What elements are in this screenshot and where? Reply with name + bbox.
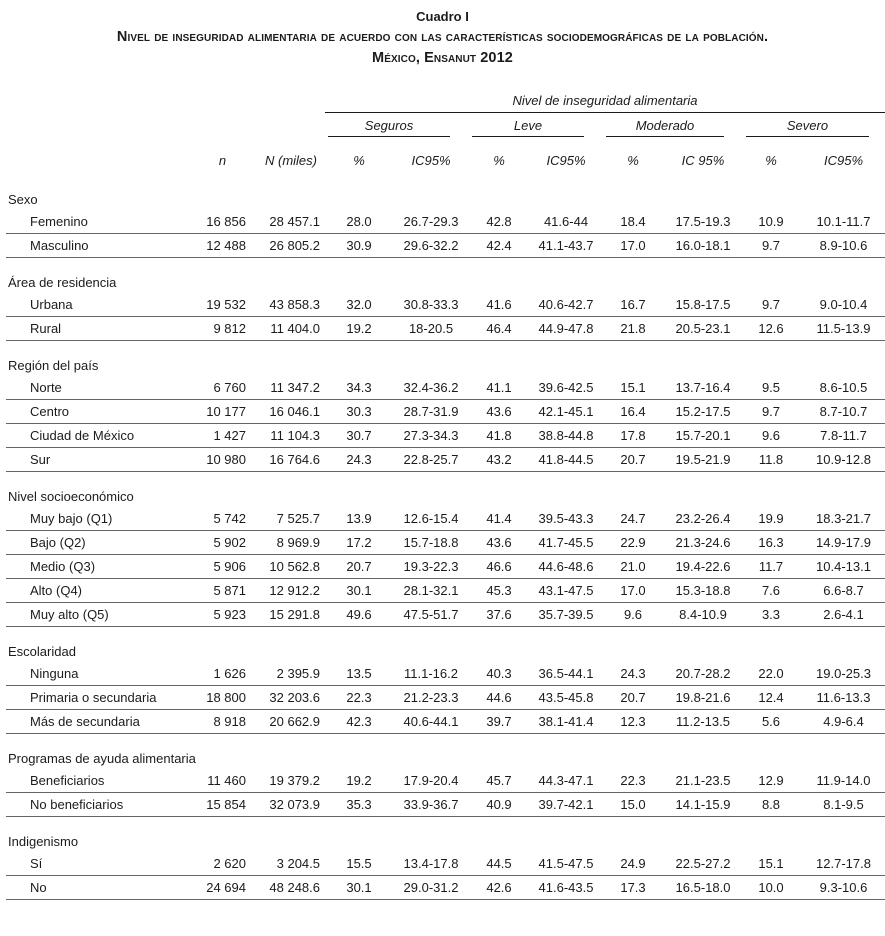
data-cell: 42.6: [466, 876, 532, 900]
row-label: Alto (Q4): [6, 579, 185, 603]
data-cell: 7 525.7: [248, 507, 322, 531]
data-cell: 19 379.2: [248, 769, 322, 793]
data-cell: 5 923: [185, 603, 248, 627]
data-cell: 28.0: [322, 210, 396, 234]
data-cell: 20.5-23.1: [666, 317, 740, 341]
data-cell: 14.9-17.9: [802, 531, 885, 555]
data-cell: 41.1: [466, 376, 532, 400]
data-cell: 9.7: [740, 234, 802, 258]
data-cell: 5 902: [185, 531, 248, 555]
table-row: [6, 579, 885, 603]
data-cell: 27.3-34.3: [396, 424, 466, 448]
group-header-leve: [466, 113, 600, 137]
data-cell: 21.3-24.6: [666, 531, 740, 555]
table-row: [6, 686, 885, 710]
data-cell: 10 562.8: [248, 555, 322, 579]
data-cell: 13.9: [322, 507, 396, 531]
section-label: Escolaridad: [8, 644, 76, 659]
data-cell: 23.2-26.4: [666, 507, 740, 531]
group-header-moderado: [600, 113, 740, 137]
section-label: Sexo: [8, 192, 38, 207]
table-row: [6, 603, 885, 627]
data-cell: 19.2: [322, 317, 396, 341]
data-cell: 38.8-44.8: [532, 424, 600, 448]
data-cell: 6 760: [185, 376, 248, 400]
data-cell: 16 764.6: [248, 448, 322, 472]
table-row: [6, 531, 885, 555]
data-cell: 20.7: [600, 686, 666, 710]
data-cell: 11.7: [740, 555, 802, 579]
data-table: [6, 93, 885, 900]
data-cell: 43.5-45.8: [532, 686, 600, 710]
data-cell: 39.7: [466, 710, 532, 734]
table-body: [6, 175, 885, 900]
data-cell: 26 805.2: [248, 234, 322, 258]
data-cell: 32.4-36.2: [396, 376, 466, 400]
data-cell: 9.3-10.6: [802, 876, 885, 900]
group-label: Seguros: [328, 113, 450, 137]
data-cell: 17.5-19.3: [666, 210, 740, 234]
data-cell: 44.6: [466, 686, 532, 710]
data-cell: 8 969.9: [248, 531, 322, 555]
row-label: Rural: [6, 317, 185, 341]
data-cell: 46.6: [466, 555, 532, 579]
data-cell: 7.8-11.7: [802, 424, 885, 448]
data-cell: 15.7-18.8: [396, 531, 466, 555]
data-cell: 15.1: [740, 852, 802, 876]
data-cell: 9.6: [740, 424, 802, 448]
column-header-row: [6, 137, 885, 175]
col-header-pct-moderado: %: [627, 153, 639, 168]
data-cell: 15.7-20.1: [666, 424, 740, 448]
data-cell: 11 347.2: [248, 376, 322, 400]
row-label: Primaria o secundaria: [6, 686, 185, 710]
data-cell: 3.3: [740, 603, 802, 627]
spanner-row: [6, 93, 885, 113]
data-cell: 11 104.3: [248, 424, 322, 448]
data-cell: 13.4-17.8: [396, 852, 466, 876]
data-cell: 19.3-22.3: [396, 555, 466, 579]
data-cell: 36.5-44.1: [532, 662, 600, 686]
data-cell: 1 427: [185, 424, 248, 448]
data-cell: 19.4-22.6: [666, 555, 740, 579]
section-label: Nivel socioeconómico: [8, 489, 134, 504]
data-cell: 30.8-33.3: [396, 293, 466, 317]
data-cell: 47.5-51.7: [396, 603, 466, 627]
data-cell: 39.7-42.1: [532, 793, 600, 817]
header-spacer: [6, 137, 185, 175]
data-cell: 40.6-44.1: [396, 710, 466, 734]
data-cell: 11 460: [185, 769, 248, 793]
data-cell: 24.9: [600, 852, 666, 876]
row-label: Norte: [6, 376, 185, 400]
data-cell: 9.7: [740, 293, 802, 317]
section-label: Indigenismo: [8, 834, 79, 849]
data-cell: 44.5: [466, 852, 532, 876]
data-cell: 6.6-8.7: [802, 579, 885, 603]
data-cell: 41.5-47.5: [532, 852, 600, 876]
data-cell: 8.1-9.5: [802, 793, 885, 817]
table-row: [6, 400, 885, 424]
data-cell: 22.3: [322, 686, 396, 710]
header-spacer: [6, 93, 322, 113]
data-cell: 18 800: [185, 686, 248, 710]
data-cell: 8.9-10.6: [802, 234, 885, 258]
data-cell: 2 620: [185, 852, 248, 876]
table-row: [6, 555, 885, 579]
data-cell: 16 856: [185, 210, 248, 234]
data-cell: 28 457.1: [248, 210, 322, 234]
data-cell: 16.7: [600, 293, 666, 317]
data-cell: 46.4: [466, 317, 532, 341]
group-header-severo: [740, 113, 885, 137]
row-label: Ciudad de México: [6, 424, 185, 448]
row-label: Ninguna: [6, 662, 185, 686]
data-cell: 15.2-17.5: [666, 400, 740, 424]
data-cell: 35.3: [322, 793, 396, 817]
table-row: [6, 234, 885, 258]
data-cell: 22.0: [740, 662, 802, 686]
col-header-pct-leve: %: [493, 153, 505, 168]
group-header-seguros: [322, 113, 466, 137]
row-label: Muy bajo (Q1): [6, 507, 185, 531]
section-row: [6, 817, 885, 853]
data-cell: 37.6: [466, 603, 532, 627]
data-cell: 41.7-45.5: [532, 531, 600, 555]
section-row: [6, 341, 885, 377]
table-title: Nivel de inseguridad alimentaria de acuerdo con las características sociodemográficas de la población.: [116, 29, 769, 45]
data-cell: 24.3: [322, 448, 396, 472]
data-cell: 1 626: [185, 662, 248, 686]
group-label: Severo: [746, 113, 869, 137]
data-cell: 21.2-23.3: [396, 686, 466, 710]
table-row: [6, 710, 885, 734]
table-header: [6, 93, 885, 175]
data-cell: 41.6: [466, 293, 532, 317]
data-cell: 12.9: [740, 769, 802, 793]
section-label: Área de residencia: [8, 275, 117, 290]
data-cell: 41.8-44.5: [532, 448, 600, 472]
data-cell: 19.8-21.6: [666, 686, 740, 710]
data-cell: 13.5: [322, 662, 396, 686]
data-cell: 7.6: [740, 579, 802, 603]
section-row: [6, 175, 885, 210]
data-cell: 15.0: [600, 793, 666, 817]
data-cell: 10.9: [740, 210, 802, 234]
data-cell: 4.9-6.4: [802, 710, 885, 734]
data-cell: 20.7: [322, 555, 396, 579]
data-cell: 19.9: [740, 507, 802, 531]
col-header-ic-moderado: IC 95%: [681, 153, 725, 168]
col-header-pct-seguros: %: [353, 153, 365, 168]
data-cell: 17.0: [600, 234, 666, 258]
row-label: Urbana: [6, 293, 185, 317]
group-label: Moderado: [606, 113, 724, 137]
data-cell: 10 177: [185, 400, 248, 424]
data-cell: 12.6: [740, 317, 802, 341]
data-cell: 34.3: [322, 376, 396, 400]
data-cell: 41.6-43.5: [532, 876, 600, 900]
group-header-row: [6, 113, 885, 137]
data-cell: 9 812: [185, 317, 248, 341]
header-spacer: [6, 113, 322, 137]
data-cell: 17.8: [600, 424, 666, 448]
data-cell: 10.4-13.1: [802, 555, 885, 579]
data-cell: 49.6: [322, 603, 396, 627]
data-cell: 8.7-10.7: [802, 400, 885, 424]
spanner-header: [322, 93, 885, 113]
data-cell: 17.9-20.4: [396, 769, 466, 793]
data-cell: 43 858.3: [248, 293, 322, 317]
data-cell: 9.6: [600, 603, 666, 627]
data-cell: 17.2: [322, 531, 396, 555]
data-cell: 9.0-10.4: [802, 293, 885, 317]
data-cell: 32 203.6: [248, 686, 322, 710]
col-header-n: n: [218, 153, 227, 168]
data-cell: 22.8-25.7: [396, 448, 466, 472]
data-cell: 42.4: [466, 234, 532, 258]
row-label: Femenino: [6, 210, 185, 234]
row-label: No beneficiarios: [6, 793, 185, 817]
data-cell: 41.4: [466, 507, 532, 531]
data-cell: 11 404.0: [248, 317, 322, 341]
data-cell: 12 912.2: [248, 579, 322, 603]
data-cell: 17.3: [600, 876, 666, 900]
data-cell: 26.7-29.3: [396, 210, 466, 234]
col-header-n-miles: N (miles): [265, 153, 317, 168]
table-row: [6, 317, 885, 341]
data-cell: 12.6-15.4: [396, 507, 466, 531]
table-subtitle: México, Ensanut 2012: [372, 50, 513, 66]
table-row: [6, 852, 885, 876]
data-cell: 15 854: [185, 793, 248, 817]
data-cell: 14.1-15.9: [666, 793, 740, 817]
table-row: [6, 507, 885, 531]
data-cell: 5 742: [185, 507, 248, 531]
data-cell: 5.6: [740, 710, 802, 734]
data-cell: 21.1-23.5: [666, 769, 740, 793]
data-cell: 42.8: [466, 210, 532, 234]
data-cell: 5 871: [185, 579, 248, 603]
data-cell: 9.5: [740, 376, 802, 400]
data-cell: 12.7-17.8: [802, 852, 885, 876]
data-cell: 38.1-41.4: [532, 710, 600, 734]
table-row: [6, 662, 885, 686]
data-cell: 32.0: [322, 293, 396, 317]
table-caption: [0, 0, 885, 69]
data-cell: 40.6-42.7: [532, 293, 600, 317]
col-header-pct-severo: %: [765, 153, 777, 168]
data-cell: 19.2: [322, 769, 396, 793]
data-cell: 28.7-31.9: [396, 400, 466, 424]
table-row: [6, 293, 885, 317]
table-row: [6, 876, 885, 900]
spanner-label: Nivel de inseguridad alimentaria: [325, 93, 885, 113]
data-cell: 12.4: [740, 686, 802, 710]
data-cell: 19 532: [185, 293, 248, 317]
section-label: Programas de ayuda alimentaria: [8, 751, 196, 766]
data-cell: 24.7: [600, 507, 666, 531]
data-cell: 29.6-32.2: [396, 234, 466, 258]
data-cell: 16.4: [600, 400, 666, 424]
data-cell: 8.4-10.9: [666, 603, 740, 627]
data-cell: 2 395.9: [248, 662, 322, 686]
data-cell: 5 906: [185, 555, 248, 579]
data-cell: 11.9-14.0: [802, 769, 885, 793]
data-cell: 11.1-16.2: [396, 662, 466, 686]
data-cell: 29.0-31.2: [396, 876, 466, 900]
data-cell: 20.7: [600, 448, 666, 472]
data-cell: 30.1: [322, 579, 396, 603]
data-cell: 2.6-4.1: [802, 603, 885, 627]
data-cell: 43.6: [466, 531, 532, 555]
data-cell: 42.1-45.1: [532, 400, 600, 424]
data-cell: 39.5-43.3: [532, 507, 600, 531]
data-cell: 17.0: [600, 579, 666, 603]
data-cell: 15.8-17.5: [666, 293, 740, 317]
data-cell: 15.5: [322, 852, 396, 876]
data-cell: 41.1-43.7: [532, 234, 600, 258]
data-cell: 18.3-21.7: [802, 507, 885, 531]
col-header-ic-severo: IC95%: [823, 153, 864, 168]
table-row: [6, 448, 885, 472]
table-row: [6, 793, 885, 817]
data-cell: 18.4: [600, 210, 666, 234]
row-label: Centro: [6, 400, 185, 424]
data-cell: 30.9: [322, 234, 396, 258]
data-cell: 22.5-27.2: [666, 852, 740, 876]
data-cell: 10.1-11.7: [802, 210, 885, 234]
data-cell: 20.7-28.2: [666, 662, 740, 686]
data-cell: 16.0-18.1: [666, 234, 740, 258]
data-cell: 11.8: [740, 448, 802, 472]
data-cell: 48 248.6: [248, 876, 322, 900]
data-cell: 45.7: [466, 769, 532, 793]
data-cell: 44.9-47.8: [532, 317, 600, 341]
data-cell: 30.7: [322, 424, 396, 448]
data-cell: 28.1-32.1: [396, 579, 466, 603]
col-header-ic-leve: IC95%: [546, 153, 586, 168]
row-label: Medio (Q3): [6, 555, 185, 579]
data-cell: 16.3: [740, 531, 802, 555]
data-cell: 8.6-10.5: [802, 376, 885, 400]
row-label: Muy alto (Q5): [6, 603, 185, 627]
data-cell: 24.3: [600, 662, 666, 686]
data-cell: 9.7: [740, 400, 802, 424]
data-cell: 41.8: [466, 424, 532, 448]
data-cell: 18-20.5: [396, 317, 466, 341]
data-cell: 11.5-13.9: [802, 317, 885, 341]
row-label: Sí: [6, 852, 185, 876]
data-cell: 41.6-44: [532, 210, 600, 234]
row-label: Beneficiarios: [6, 769, 185, 793]
data-cell: 33.9-36.7: [396, 793, 466, 817]
data-cell: 30.3: [322, 400, 396, 424]
data-cell: 12 488: [185, 234, 248, 258]
data-cell: 10 980: [185, 448, 248, 472]
data-cell: 22.3: [600, 769, 666, 793]
data-cell: 10.9-12.8: [802, 448, 885, 472]
row-label: Masculino: [6, 234, 185, 258]
data-cell: 3 204.5: [248, 852, 322, 876]
row-label: Sur: [6, 448, 185, 472]
data-cell: 40.9: [466, 793, 532, 817]
row-label: Bajo (Q2): [6, 531, 185, 555]
data-cell: 19.0-25.3: [802, 662, 885, 686]
data-cell: 12.3: [600, 710, 666, 734]
data-cell: 11.2-13.5: [666, 710, 740, 734]
data-cell: 44.3-47.1: [532, 769, 600, 793]
section-row: [6, 258, 885, 294]
section-row: [6, 627, 885, 663]
row-label: Más de secundaria: [6, 710, 185, 734]
data-cell: 43.2: [466, 448, 532, 472]
group-label: Leve: [472, 113, 584, 137]
table-row: [6, 769, 885, 793]
data-cell: 35.7-39.5: [532, 603, 600, 627]
data-cell: 11.6-13.3: [802, 686, 885, 710]
data-cell: 24 694: [185, 876, 248, 900]
data-cell: 8.8: [740, 793, 802, 817]
section-label: Región del país: [8, 358, 99, 373]
table-row: [6, 424, 885, 448]
data-cell: 19.5-21.9: [666, 448, 740, 472]
data-cell: 30.1: [322, 876, 396, 900]
section-row: [6, 472, 885, 508]
data-cell: 42.3: [322, 710, 396, 734]
data-cell: 8 918: [185, 710, 248, 734]
data-cell: 44.6-48.6: [532, 555, 600, 579]
data-cell: 15 291.8: [248, 603, 322, 627]
data-cell: 16.5-18.0: [666, 876, 740, 900]
section-row: [6, 734, 885, 770]
data-cell: 32 073.9: [248, 793, 322, 817]
data-cell: 45.3: [466, 579, 532, 603]
data-cell: 39.6-42.5: [532, 376, 600, 400]
data-cell: 15.1: [600, 376, 666, 400]
col-header-ic-seguros: IC95%: [411, 153, 451, 168]
row-label: No: [6, 876, 185, 900]
data-cell: 16 046.1: [248, 400, 322, 424]
data-cell: 13.7-16.4: [666, 376, 740, 400]
data-cell: 15.3-18.8: [666, 579, 740, 603]
data-cell: 21.0: [600, 555, 666, 579]
data-cell: 43.6: [466, 400, 532, 424]
data-cell: 21.8: [600, 317, 666, 341]
data-cell: 43.1-47.5: [532, 579, 600, 603]
table-number: Cuadro I: [416, 9, 469, 24]
data-cell: 22.9: [600, 531, 666, 555]
data-cell: 40.3: [466, 662, 532, 686]
data-cell: 10.0: [740, 876, 802, 900]
table-row: [6, 376, 885, 400]
table-row: [6, 210, 885, 234]
data-cell: 20 662.9: [248, 710, 322, 734]
